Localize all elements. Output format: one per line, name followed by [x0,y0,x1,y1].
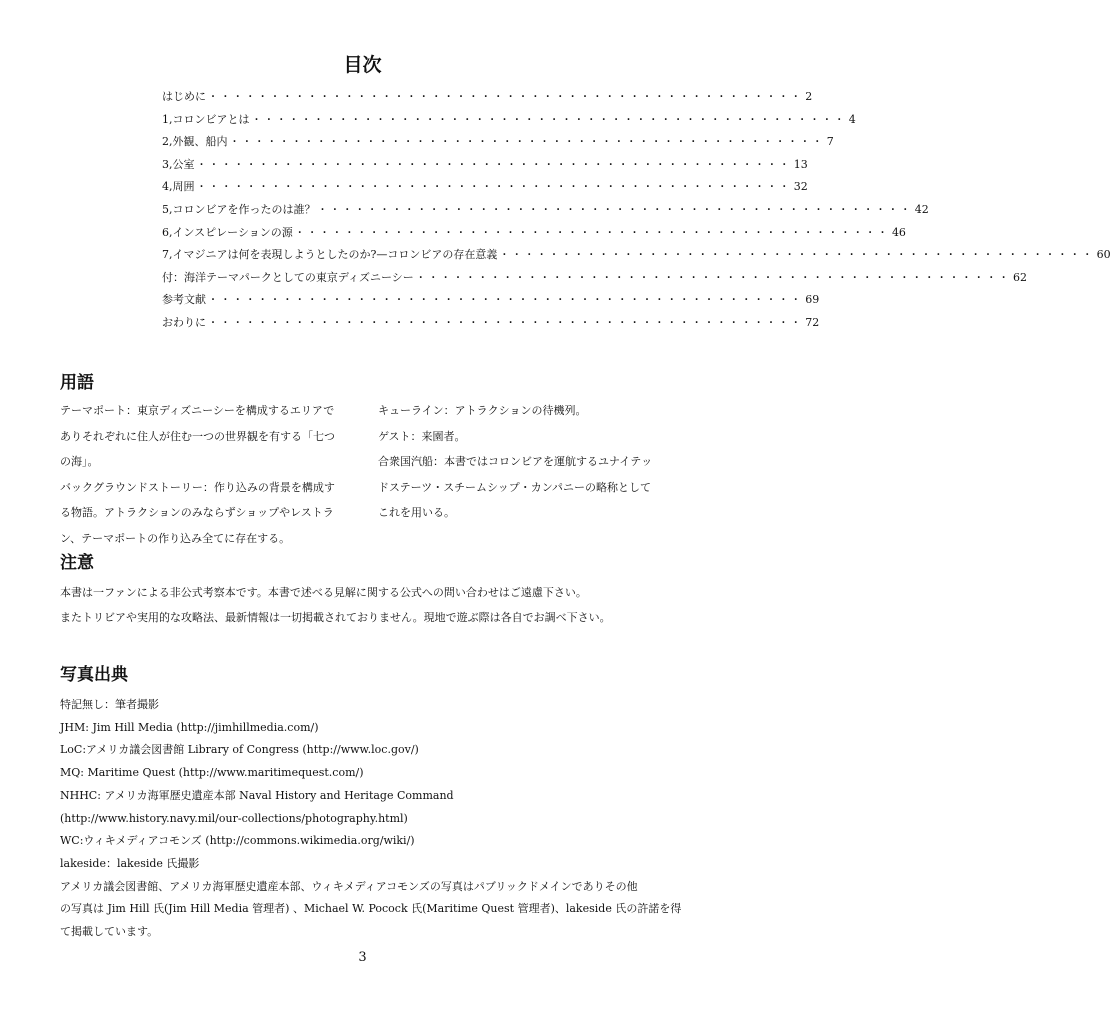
toc-entry [162,314,820,337]
notice-body [60,580,670,630]
toc-entry [162,178,808,201]
terms-right-column [378,398,678,526]
terms-line: ン、テーマポートの作り込み全てに存在する。 [60,531,291,545]
toc-entry-page: 42 [914,202,929,216]
terms-line: 合衆国汽船：本書ではコロンビアを運航するユナイテッ [378,455,653,468]
notice-line: 本書は一ファンによる非公式考察本です。本書で述べる見解に関する公式への問い合わせはご遠慮下さい。 [60,586,587,599]
terms-line: テーマポート：東京ディズニーシーを構成するエリアで [60,404,335,417]
page-number: 3 [358,950,367,965]
toc-entry-page: 4 [848,112,856,126]
toc-entry [162,111,856,134]
toc-entry-page: 72 [805,315,820,329]
terms-line: ありそれぞれに住人が住む一つの世界観を有する「七つ [60,429,335,443]
toc-entry-page: 46 [891,225,906,239]
toc-leader-dots: ・・・・・・・・・・・・・・・・・・・・・・・・・・・・・・・・・・・・・・・・・・・・・・・・ [499,250,1095,262]
credit-line: MQ: Maritime Quest (http://www.maritimequest.com/) [60,766,364,780]
toc-entry-page: 62 [1013,270,1027,284]
credits-heading: 写真出典 [60,665,128,685]
credit-line: 特記無し：筆者撮影 [60,698,159,711]
toc-leader-dots: ・・・・・・・・・・・・・・・・・・・・・・・・・・・・・・・・・・・・・・・・・・・・・・・・ [196,159,792,171]
toc-entry-label: 6,インスピレーションの源 [162,225,293,239]
toc-entry-page: 7 [826,135,834,149]
terms-line: る物語。アトラクションのみならずショップやレストラ [60,506,334,519]
credit-line: の写真は Jim Hill 氏(Jim Hill Media 管理者) 、Michael W. Pocock 氏(Maritime Quest 管理者)、lakeside 氏の許諾を得 [60,902,682,916]
terms-line: の海」。 [60,455,99,468]
terms-line: ドステーツ・スチームシップ・カンパニーの略称として [378,480,652,494]
toc-leader-dots: ・・・・・・・・・・・・・・・・・・・・・・・・・・・・・・・・・・・・・・・・・・・・・・・・ [251,114,847,126]
toc-leader-dots: ・・・・・・・・・・・・・・・・・・・・・・・・・・・・・・・・・・・・・・・・・・・・・・・・ [415,272,1011,284]
toc-entry [162,156,808,179]
credit-line: NHHC: アメリカ海軍歴史遺産本部 Naval History and Heritage Command [60,788,454,802]
toc-leader-dots: ・・・・・・・・・・・・・・・・・・・・・・・・・・・・・・・・・・・・・・・・・・・・・・・・ [229,137,825,149]
toc-entry-page: 32 [793,180,808,194]
credit-line: (http://www.history.navy.mil/our-collections/photography.html) [60,811,408,825]
notice-line: またトリビアや実用的な攻略法、最新情報は一切掲載されておりません。現地で遊ぶ際は各自でお調べ下さい。 [60,611,611,624]
terms-line: バックグラウンドストーリー：作り込みの背景を構成す [60,480,335,494]
terms-heading: 用語 [60,373,94,393]
toc-entry [162,246,1111,269]
toc-leader-dots: ・・・・・・・・・・・・・・・・・・・・・・・・・・・・・・・・・・・・・・・・・・・・・・・・ [208,317,804,329]
toc-entry-label: おわりに [162,315,206,329]
credit-line: WC:ウィキメディアコモンズ (http://commons.wikimedia.org/wiki/) [60,834,415,848]
credit-line: アメリカ議会図書館、アメリカ海軍歴史遺産本部、ウィキメディアコモンズの写真はパブリックドメインでありその他 [60,879,638,893]
table-of-contents [162,88,1111,337]
toc-entry [162,88,813,111]
credit-line: LoC:アメリカ議会図書館 Library of Congress (http://www.loc.gov/) [60,743,419,757]
toc-entry-label: 2,外観、船内 [162,135,228,149]
toc-entry-label: 参考文献 [162,293,206,307]
toc-entry-page: 60 [1096,248,1111,262]
notice-heading: 注意 [60,553,94,573]
toc-entry-label: 付：海洋テーマパークとしての東京ディズニーシー [162,270,414,284]
credit-line: lakeside：lakeside 氏撮影 [60,856,200,870]
toc-entry-label: 7,イマジニアは何を表現しようとしたのか?—コロンビアの存在意義 [162,248,498,262]
toc-entry-page: 13 [793,157,808,171]
toc-leader-dots: ・・・・・・・・・・・・・・・・・・・・・・・・・・・・・・・・・・・・・・・・・・・・・・・・ [317,204,913,216]
terms-line: ゲスト：来園者。 [378,429,466,443]
toc-entry-page: 69 [805,293,820,307]
toc-title: 目次 [343,54,382,76]
credit-line: て掲載しています。 [60,925,159,939]
toc-entry [162,133,834,156]
toc-entry-label: 1,コロンビアとは [162,112,250,126]
toc-leader-dots: ・・・・・・・・・・・・・・・・・・・・・・・・・・・・・・・・・・・・・・・・・・・・・・・・ [294,227,890,239]
terms-line: これを用いる。 [378,506,455,519]
toc-leader-dots: ・・・・・・・・・・・・・・・・・・・・・・・・・・・・・・・・・・・・・・・・・・・・・・・・ [208,92,804,103]
toc-entry-label: 5,コロンビアを作ったのは誰？ [162,202,316,216]
toc-entry-label: 3,公室 [162,157,195,171]
terms-left-column [60,398,360,551]
toc-leader-dots: ・・・・・・・・・・・・・・・・・・・・・・・・・・・・・・・・・・・・・・・・・・・・・・・・ [208,295,804,307]
toc-entry [162,224,906,247]
credit-line: JHM: Jim Hill Media (http://jimhillmedia.com/) [60,720,319,734]
toc-entry-label: 4,周囲 [162,180,195,194]
terms-line: キューライン：アトラクションの待機列。 [378,404,587,417]
toc-entry [162,201,929,224]
toc-leader-dots: ・・・・・・・・・・・・・・・・・・・・・・・・・・・・・・・・・・・・・・・・・・・・・・・・ [196,182,792,194]
toc-entry [162,269,1027,292]
toc-entry [162,291,820,314]
toc-entry-label: はじめに [162,90,206,103]
toc-entry-page: 2 [805,90,813,103]
credits-body [60,694,682,944]
